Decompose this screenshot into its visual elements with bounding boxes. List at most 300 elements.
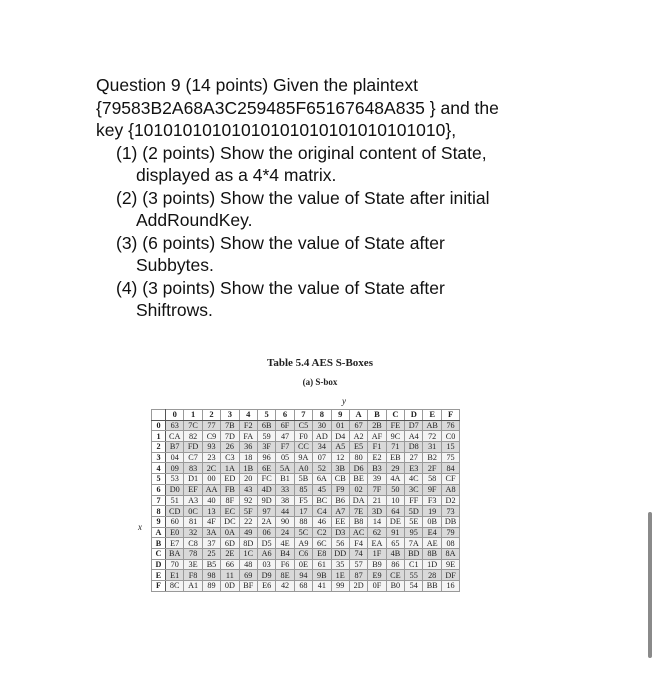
sbox-cell: AE	[423, 538, 441, 549]
sbox-row	[152, 548, 460, 559]
sbox-cell: 67	[349, 420, 367, 431]
sbox-cell: B0	[386, 581, 404, 592]
sbox-cell: E1	[166, 570, 184, 581]
sbox-row-header: 1	[152, 431, 166, 442]
sbox-cell: D9	[257, 570, 275, 581]
sbox-cell: C3	[221, 452, 239, 463]
sbox-cell: 23	[202, 452, 220, 463]
sbox-cell: 75	[441, 452, 459, 463]
sbox-cell: C9	[202, 431, 220, 442]
sbox-cell: F0	[294, 431, 312, 442]
sbox-cell: F8	[184, 570, 202, 581]
sbox-cell: 33	[276, 484, 294, 495]
sbox-cell: 10	[386, 495, 404, 506]
sbox-cell: 1E	[331, 570, 349, 581]
sbox-cell: 5E	[405, 516, 423, 527]
sbox-row-header: 3	[152, 452, 166, 463]
sbox-cell: CD	[166, 506, 184, 517]
sbox-cell: 14	[368, 516, 386, 527]
sbox-cell: EA	[368, 538, 386, 549]
sbox-col-header: D	[405, 410, 423, 421]
sbox-cell: 24	[276, 527, 294, 538]
sbox-cell: F4	[349, 538, 367, 549]
sbox-cell: 3B	[331, 463, 349, 474]
sbox-cell: 42	[276, 581, 294, 592]
sbox-cell: 36	[239, 442, 257, 453]
sbox-col-header: E	[423, 410, 441, 421]
sbox-cell: A7	[331, 506, 349, 517]
sbox-cell: 7F	[368, 484, 386, 495]
sbox-cell: 2D	[349, 581, 367, 592]
sbox-cell: 3D	[368, 506, 386, 517]
sbox-cell: 7E	[349, 506, 367, 517]
sbox-row	[152, 431, 460, 442]
sbox-cell: 32	[184, 527, 202, 538]
subquestion-3-cont: Subbytes.	[136, 255, 214, 275]
sbox-cell: 45	[313, 484, 331, 495]
sbox-cell: 19	[423, 506, 441, 517]
question-line-3: key {10101010101010101010101010101010},	[96, 120, 457, 140]
sbox-cell: 88	[294, 516, 312, 527]
sbox-cell: E0	[166, 527, 184, 538]
sbox-cell: FA	[239, 431, 257, 442]
sbox-cell: 31	[423, 442, 441, 453]
sbox-col-header: 8	[313, 410, 331, 421]
sbox-cell: D5	[257, 538, 275, 549]
sbox-cell: 90	[276, 516, 294, 527]
table-subtitle: (a) S-box	[302, 377, 338, 387]
sbox-cell: D3	[331, 527, 349, 538]
sbox-cell: AF	[368, 431, 386, 442]
sbox-row	[152, 420, 460, 431]
sbox-cell: 0A	[221, 527, 239, 538]
sbox-cell: EE	[331, 516, 349, 527]
sbox-cell: 1C	[239, 548, 257, 559]
sbox-cell: 66	[221, 559, 239, 570]
sbox-cell: DB	[441, 516, 459, 527]
sbox-cell: FC	[257, 474, 275, 485]
sbox-cell: A1	[184, 581, 202, 592]
sbox-cell: 38	[276, 495, 294, 506]
y-axis-label: y	[342, 396, 346, 406]
sbox-cell: 08	[441, 538, 459, 549]
sbox-cell: 4A	[386, 474, 404, 485]
sbox-row-header: 6	[152, 484, 166, 495]
sbox-cell: 01	[331, 420, 349, 431]
sbox-corner-cell	[152, 410, 166, 421]
sbox-table	[151, 409, 460, 592]
sbox-cell: CA	[166, 431, 184, 442]
sbox-cell: 04	[166, 452, 184, 463]
sbox-cell: 53	[166, 474, 184, 485]
sbox-cell: B3	[368, 463, 386, 474]
subquestion-4-cont: Shiftrows.	[136, 300, 213, 320]
sbox-cell: 64	[386, 506, 404, 517]
sbox-cell: C1	[405, 559, 423, 570]
sbox-cell: 39	[368, 474, 386, 485]
sbox-cell: 91	[386, 527, 404, 538]
sbox-cell: 84	[441, 463, 459, 474]
sbox-cell: 8C	[166, 581, 184, 592]
sbox-cell: E3	[405, 463, 423, 474]
sbox-cell: 26	[221, 442, 239, 453]
sbox-cell: 7C	[184, 420, 202, 431]
sbox-cell: 9E	[441, 559, 459, 570]
sbox-cell: 4F	[202, 516, 220, 527]
sbox-row-header: C	[152, 548, 166, 559]
sbox-cell: 0E	[294, 559, 312, 570]
sbox-cell: 00	[202, 474, 220, 485]
sbox-cell: F1	[368, 442, 386, 453]
sbox-cell: FF	[405, 495, 423, 506]
sbox-cell: 61	[313, 559, 331, 570]
sbox-row-header: A	[152, 527, 166, 538]
sbox-cell: 68	[294, 581, 312, 592]
sbox-col-header: 3	[221, 410, 239, 421]
sbox-cell: A8	[441, 484, 459, 495]
sbox-cell: 12	[331, 452, 349, 463]
sbox-cell: FD	[184, 442, 202, 453]
sbox-cell: 95	[405, 527, 423, 538]
sbox-row	[152, 484, 460, 495]
sbox-cell: 5A	[276, 463, 294, 474]
sbox-cell: 56	[331, 538, 349, 549]
sbox-cell: 22	[239, 516, 257, 527]
sbox-cell: A3	[184, 495, 202, 506]
sbox-row-header: 8	[152, 506, 166, 517]
subquestion-2: (2) (3 points) Show the value of State after initial	[116, 187, 490, 208]
sbox-cell: C2	[313, 527, 331, 538]
sbox-cell: 2E	[221, 548, 239, 559]
sbox-cell: 81	[184, 516, 202, 527]
sbox-cell: 89	[202, 581, 220, 592]
sbox-row	[152, 559, 460, 570]
sbox-cell: EC	[221, 506, 239, 517]
sbox-cell: 35	[331, 559, 349, 570]
sbox-cell: C5	[294, 420, 312, 431]
sbox-row-header: B	[152, 538, 166, 549]
sbox-row-header: 2	[152, 442, 166, 453]
sbox-cell: AC	[349, 527, 367, 538]
sbox-cell: 79	[441, 527, 459, 538]
sbox-cell: 6F	[276, 420, 294, 431]
sbox-cell: 44	[276, 506, 294, 517]
sbox-cell: 74	[349, 548, 367, 559]
sbox-cell: 7D	[221, 431, 239, 442]
sbox-cell: 34	[313, 442, 331, 453]
sbox-cell: C4	[313, 506, 331, 517]
sbox-col-header: 2	[202, 410, 220, 421]
sbox-cell: 87	[349, 570, 367, 581]
sbox-cell: 6A	[313, 474, 331, 485]
sbox-cell: 60	[166, 516, 184, 527]
sbox-cell: 71	[386, 442, 404, 453]
sbox-row	[152, 495, 460, 506]
sbox-col-header: 7	[294, 410, 312, 421]
sbox-cell: E6	[257, 581, 275, 592]
sbox-cell: 2F	[423, 463, 441, 474]
sbox-cell: 30	[313, 420, 331, 431]
sbox-cell: 15	[441, 442, 459, 453]
sbox-cell: BD	[405, 548, 423, 559]
sbox-cell: 8A	[441, 548, 459, 559]
sbox-cell: E8	[313, 548, 331, 559]
sbox-cell: B7	[166, 442, 184, 453]
sbox-cell: 57	[349, 559, 367, 570]
sbox-cell: 4E	[276, 538, 294, 549]
sbox-cell: 29	[386, 463, 404, 474]
sbox-cell: E4	[423, 527, 441, 538]
sbox-cell: 1F	[368, 548, 386, 559]
sbox-cell: C6	[294, 548, 312, 559]
sbox-cell: 6C	[313, 538, 331, 549]
sbox-cell: F6	[276, 559, 294, 570]
sbox-cell: 5C	[294, 527, 312, 538]
sbox-cell: 2C	[202, 463, 220, 474]
sbox-cell: 8D	[239, 538, 257, 549]
sbox-cell: 80	[349, 452, 367, 463]
sbox-cell: 0F	[368, 581, 386, 592]
sbox-cell: A5	[331, 442, 349, 453]
sbox-cell: 96	[257, 452, 275, 463]
sbox-cell: E9	[368, 570, 386, 581]
question-line-2: {79583B2A68A3C259485F65167648A835 } and the	[96, 97, 499, 118]
sbox-cell: 4D	[257, 484, 275, 495]
sbox-cell: 55	[405, 570, 423, 581]
sbox-row-header: 7	[152, 495, 166, 506]
sbox-cell: 25	[202, 548, 220, 559]
sbox-cell: DF	[441, 570, 459, 581]
sbox-cell: CF	[441, 474, 459, 485]
sbox-cell: B5	[202, 559, 220, 570]
sbox-cell: 5B	[294, 474, 312, 485]
sbox-row-header: D	[152, 559, 166, 570]
sbox-cell: EB	[386, 452, 404, 463]
table-title: Table 5.4 AES S-Boxes	[267, 357, 373, 369]
sbox-cell: 93	[202, 442, 220, 453]
sbox-cell: AB	[423, 420, 441, 431]
sbox-cell: 02	[349, 484, 367, 495]
sbox-cell: 5D	[405, 506, 423, 517]
sbox-cell: 8F	[221, 495, 239, 506]
sbox-cell: 27	[405, 452, 423, 463]
sbox-cell: 7B	[221, 420, 239, 431]
sbox-cell: 9A	[294, 452, 312, 463]
sbox-cell: C7	[184, 452, 202, 463]
sbox-row-header: 4	[152, 463, 166, 474]
sbox-cell: 16	[441, 581, 459, 592]
sbox-cell: D1	[184, 474, 202, 485]
sbox-cell: 11	[221, 570, 239, 581]
sbox-cell: 1A	[221, 463, 239, 474]
sbox-cell: CC	[294, 442, 312, 453]
sbox-row	[152, 506, 460, 517]
sbox-cell: 9D	[257, 495, 275, 506]
sbox-cell: 6B	[257, 420, 275, 431]
sbox-cell: 41	[313, 581, 331, 592]
sbox-cell: 69	[239, 570, 257, 581]
sbox-cell: A4	[405, 431, 423, 442]
sbox-cell: 0B	[423, 516, 441, 527]
sbox-col-header: 1	[184, 410, 202, 421]
sbox-cell: C8	[184, 538, 202, 549]
sbox-cell: 65	[386, 538, 404, 549]
sbox-cell: 5F	[239, 506, 257, 517]
sbox-cell: 37	[202, 538, 220, 549]
sbox-cell: DD	[331, 548, 349, 559]
sbox-cell: 2A	[257, 516, 275, 527]
sbox-cell: E2	[368, 452, 386, 463]
sbox-cell: 03	[257, 559, 275, 570]
sbox-cell: ED	[221, 474, 239, 485]
sbox-cell: F7	[276, 442, 294, 453]
sbox-cell: 05	[276, 452, 294, 463]
sbox-cell: FB	[221, 484, 239, 495]
sbox-cell: 0D	[221, 581, 239, 592]
sbox-cell: F9	[331, 484, 349, 495]
sbox-row-header: 9	[152, 516, 166, 527]
sbox-cell: 70	[166, 559, 184, 570]
sbox-cell: BE	[349, 474, 367, 485]
sbox-cell: 8E	[276, 570, 294, 581]
sbox-cell: 97	[257, 506, 275, 517]
sbox-cell: 9F	[423, 484, 441, 495]
sbox-col-header: C	[386, 410, 404, 421]
sbox-cell: 17	[294, 506, 312, 517]
sbox-row-header: F	[152, 581, 166, 592]
sbox-cell: 09	[166, 463, 184, 474]
sbox-cell: BA	[166, 548, 184, 559]
sbox-cell: 7A	[405, 538, 423, 549]
subquestion-2-cont: AddRoundKey.	[136, 210, 253, 230]
sbox-cell: D2	[441, 495, 459, 506]
sbox-cell: 62	[368, 527, 386, 538]
subquestion-1: (1) (2 points) Show the original content of State,	[116, 142, 487, 163]
sbox-cell: AD	[313, 431, 331, 442]
sbox-cell: D4	[331, 431, 349, 442]
sbox-cell: B9	[368, 559, 386, 570]
sbox-cell: B1	[276, 474, 294, 485]
question-line-1: Question 9 (14 points) Given the plaintext	[96, 75, 418, 95]
sbox-row	[152, 442, 460, 453]
sbox-cell: AA	[202, 484, 220, 495]
sbox-cell: 58	[423, 474, 441, 485]
sbox-cell: 51	[166, 495, 184, 506]
sbox-cell: 99	[331, 581, 349, 592]
sbox-cell: A9	[294, 538, 312, 549]
sbox-cell: 0C	[184, 506, 202, 517]
vertical-scrollbar[interactable]	[648, 512, 652, 658]
sbox-cell: 72	[423, 431, 441, 442]
sbox-row	[152, 463, 460, 474]
sbox-cell: 6D	[221, 538, 239, 549]
sbox-cell: 18	[239, 452, 257, 463]
sbox-cell: 92	[239, 495, 257, 506]
sbox-cell: 49	[239, 527, 257, 538]
sbox-row	[152, 538, 460, 549]
sbox-col-header: B	[368, 410, 386, 421]
sbox-cell: 3A	[202, 527, 220, 538]
subquestion-3: (3) (6 points) Show the value of State after	[116, 232, 445, 253]
sbox-cell: 46	[313, 516, 331, 527]
sbox-cell: 40	[202, 495, 220, 506]
sbox-cell: 13	[202, 506, 220, 517]
sbox-row	[152, 452, 460, 463]
sbox-cell: 59	[257, 431, 275, 442]
subquestion-4: (4) (3 points) Show the value of State after	[116, 277, 445, 298]
sbox-cell: DE	[386, 516, 404, 527]
sbox-cell: 21	[368, 495, 386, 506]
sbox-col-header: F	[441, 410, 459, 421]
sbox-cell: 76	[441, 420, 459, 431]
sbox-row-header: E	[152, 570, 166, 581]
sbox-cell: 63	[166, 420, 184, 431]
sbox-cell: A2	[349, 431, 367, 442]
sbox-cell: B8	[349, 516, 367, 527]
sbox-cell: B2	[423, 452, 441, 463]
sbox-cell: 54	[405, 581, 423, 592]
sbox-cell: B4	[276, 548, 294, 559]
sbox-cell: CB	[331, 474, 349, 485]
sbox-cell: BF	[239, 581, 257, 592]
sbox-cell: 3F	[257, 442, 275, 453]
sbox-cell: FE	[386, 420, 404, 431]
sbox-cell: C0	[441, 431, 459, 442]
sbox-cell: F5	[294, 495, 312, 506]
sbox-cell: E7	[166, 538, 184, 549]
sbox-cell: BB	[423, 581, 441, 592]
sbox-cell: 4C	[405, 474, 423, 485]
sbox-cell: DC	[221, 516, 239, 527]
sbox-cell: 2B	[368, 420, 386, 431]
sbox-header-row	[152, 410, 460, 421]
sbox-cell: 85	[294, 484, 312, 495]
sbox-cell: 1D	[423, 559, 441, 570]
sbox-cell: 43	[239, 484, 257, 495]
sbox-row	[152, 516, 460, 527]
sbox-cell: 1B	[239, 463, 257, 474]
x-axis-label: x	[138, 522, 142, 532]
sbox-cell: 3C	[405, 484, 423, 495]
sbox-cell: 6E	[257, 463, 275, 474]
sbox-cell: A0	[294, 463, 312, 474]
sbox-cell: F3	[423, 495, 441, 506]
sbox-col-header: 6	[276, 410, 294, 421]
sbox-cell: 73	[441, 506, 459, 517]
sbox-cell: 82	[184, 431, 202, 442]
sbox-cell: 78	[184, 548, 202, 559]
sbox-cell: 06	[257, 527, 275, 538]
sbox-cell: CE	[386, 570, 404, 581]
sbox-cell: BC	[313, 495, 331, 506]
sbox-cell: DA	[349, 495, 367, 506]
sbox-cell: EF	[184, 484, 202, 495]
sbox-cell: 07	[313, 452, 331, 463]
sbox-cell: 9C	[386, 431, 404, 442]
sbox-col-header: A	[349, 410, 367, 421]
sbox-cell: 9B	[313, 570, 331, 581]
sbox-cell: 8B	[423, 548, 441, 559]
sbox-cell: 3E	[184, 559, 202, 570]
sbox-row	[152, 570, 460, 581]
sbox-row-header: 0	[152, 420, 166, 431]
sbox-cell: 52	[313, 463, 331, 474]
sbox-cell: 47	[276, 431, 294, 442]
sbox-cell: B6	[331, 495, 349, 506]
sbox-cell: A6	[257, 548, 275, 559]
sbox-cell: 28	[423, 570, 441, 581]
sbox-cell: 98	[202, 570, 220, 581]
